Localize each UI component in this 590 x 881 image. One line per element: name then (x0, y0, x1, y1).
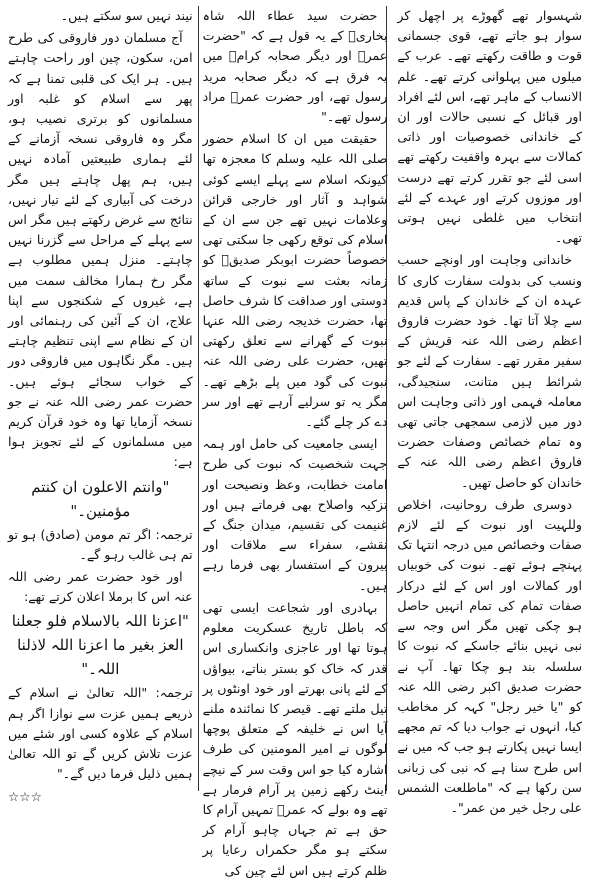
paragraph: شہسوار تھے گھوڑے پر اچھل کر سوار ہو جاتے تھے، قوی جسمانی قوت و طاقت رکھتے تھے۔ عرب کے میلوں میں پہلوانی کرتے تھے۔ علم الانساب کے ماہر تھے، اس لئے افراد اور قبائل کے نسبی حالات اور ان کے خاندانی خصوصیات اور ذاتی کمالات سے بہرہ واقفیت رکھتے تھے اسی لئے جو تقرر کرتے تھے درست اور موزوں کرتے اور عہدے کے لئے انتخاب میں غلطی نہیں ہوتی تھی۔ (397, 8, 582, 246)
column-divider (198, 6, 199, 791)
paragraph: آج مسلمان دور فاروقی کی طرح امن، سکون، چین اور راحت چاہتے ہیں۔ ہر ایک کی قلبی تمنا ہے کہ پھر سے اسلام کو غلبہ اور مسلمانوں کو برتری نصیب ہو، مگر وہ فاروقی نسخہ آزمانے کے لئے ہماری طبیعتیں آمادہ نہیں ہیں، ہم پھل چاہتے ہیں مگر درخت کی آبیاری کے لئے تیار نہیں، نتائج سے غرض رکھتے ہیں مگر اس سے پہلے کے مراحل سے گزرنا نہیں چاہتے۔ منزل ہمیں مطلوب ہے مگر رخ ہمارا مخالف سمت میں ہے، غیروں کے شکنجوں سے اپنا علاج، ان کے آئین کی رہنمائی اور ان کے نظام سے اپنی تنظیم چاہتے ہیں۔ مگر نگاہوں میں فاروقی دور کے خواب سجائے ہوئے ہیں۔ حضرت عمر رضی اللہ عنہ نے جو نسخہ آزمایا تھا وہ خود قرآن کریم میں مسلمانوں کے لئے تجویز ہوا ہے: (7, 30, 193, 470)
paragraph: حقیقت میں ان کا اسلام حضور صلی اللہ علیہ وسلم کا معجزہ تھا کیونکہ اسلام سے پہلے ایسے کوئی شواہد و آثار اور خارجی قرائن وعلامات نہیں تھے جن سے ان کے اسلام کی توقع رکھی جا سکتی تھی خصوصاً حضرت ابوبکر صدیقؓ کو زمانہ بعثت سے نبوت کے ساتھ دوستی اور صداقت کا شرف حاصل تھا، حضرت خدیجہ رضی اللہ عنہا نبوت کے گھرانے سے تعلق رکھتی تھیں، حضرت علی رضی اللہ عنہ نبوت کی گود میں پلے بڑھے تھے۔ مگر یہ تو سرلیے آرہے تھے اور سر دے کر چلے گئے۔ (202, 131, 388, 430)
paragraph: اور خود حضرت عمر رضی اللہ عنہ اس کا برملا اعلان کرتے تھے: (7, 569, 193, 605)
paragraph-continuation: نیند نہیں سو سکتے ہیں۔ (60, 8, 193, 23)
paragraph: بہادری اور شجاعت ایسی تھی کہ باطل تاریخ عسکریت معلوم ہوتا تھا اور عاجزی وانکساری اس قدر کہ خاک کو بستر بناتے، بیواؤں کے لئے پانی بھرتے اور خود اونٹوں پر تیل ملتے تھے۔ قیصر کا نمائندہ ملنے آیا اس نے خلیفہ کے متعلق پوچھا لوگوں نے امیر المومنین کی طرف اشارہ کیا جو اس وقت سر کے نیچے اینٹ رکھے زمین پر آرام فرمار ہے تھے وہ بولے کہ عمرؓ تمہیں آرام کا حق ہے تم جہاں چاہو آرام کر سکتے ہو مگر حکمراں رعایا پر ظلم کرتے ہیں اس لئے چین کی (202, 599, 388, 878)
paragraph: خاندانی وجاہت اور اونچے حسب ونسب کی بدولت سفارت کاری کا عہدہ ان کے خاندان کے پاس قدیم سے چلا آتا تھا۔ خود حضرت فاروق اعظم رضی اللہ عنہ قریش کے سفیر مقرر تھے۔ سفارت کے لئے جو شرائط ہیں متانت، سنجیدگی، معاملہ فہمی اور ذاتی وجاہت اس دور میں لازمی سمجھی جاتی تھی وہ تمام خصائص وصفات حضرت فاروق اعظم رضی اللہ عنہ کے خاندان کو حاصل تھیں۔ (397, 252, 582, 490)
paragraph: ایسی جامعیت کی حامل اور ہمہ جہت شخصیت کہ نبوت کی طرح امامت خطابت، وعظ ونصیحت اور تزکیہ واصلاح بھی فرماتے ہیں اور غنیمت کی تقسیم، میدان جنگ کے نقشے، سفراء سے ملاقات اور بیرون کے استفسار بھی فرما رہے ہیں۔ (202, 436, 388, 593)
arabic-quote: "اعزنا اللہ بالاسلام فلو جعلنا العز بغیر ما اعزنا اللہ لاذلنا اللہ۔" (11, 612, 189, 679)
translation: ترجمہ: اگر تم مومن (صادق) ہو تو تم ہی غالب رہو گے۔ (7, 526, 193, 562)
column-right (397, 6, 582, 815)
column-middle (202, 6, 388, 878)
translation: ترجمہ: "اللہ تعالیٰ نے اسلام کے ذریعے ہمیں عزت سے نوازا اگر ہم اسلام کے علاوہ کسی اور شئے میں عزت تلاش کریں گے تو اللہ تعالیٰ ہمیں ذلیل فرما دیں گے۔" (7, 685, 193, 782)
quran-verse: "وانتم الاعلون ان کنتم مؤمنین۔" (31, 477, 170, 520)
paragraph: حضرت سید عطاء اللہ شاہ بخاریؒ کے یہ قول ہے کہ "حضرت عمرؓ اور دیگر صحابہ کرامؓ میں یہ فرق ہے کہ دیگر صحابہ مرید رسول تھے، اور حضرت عمرؓ مراد رسول تھے۔" (202, 8, 388, 125)
paragraph: دوسری طرف روحانیت، اخلاص وللہیت اور نبوت کے لئے لازم صفات وخصائص میں درجہ انتہا تک پہنچے ہوئے تھے۔ نبوت کی خوبیاں اور کمالات اور اس کے لئے درکار صفات تمام کی تمام انہیں حاصل ہو چکی تھیں مگر اس وجہ سے نبی نہیں بنائے جاسکے کہ نبوت کا سلسلہ بند ہو چکا تھا۔ آپ نے حضرت صدیق اکبر رضی اللہ عنہ کو "یا خیر رجل" کہہ کر مخاطب کیا، انہوں نے جواب دیا کہ تم مجھے ایسا نہیں پکارتے ہو جب کہ میں نے اس طرح سنا ہے کہ نبی کی زبانی سن رکھا ہے کہ "ماطلعت الشمس علی رجل خیر من عمر"۔ (397, 496, 582, 815)
end-mark: ☆☆☆ (7, 788, 42, 804)
column-left (7, 6, 193, 804)
